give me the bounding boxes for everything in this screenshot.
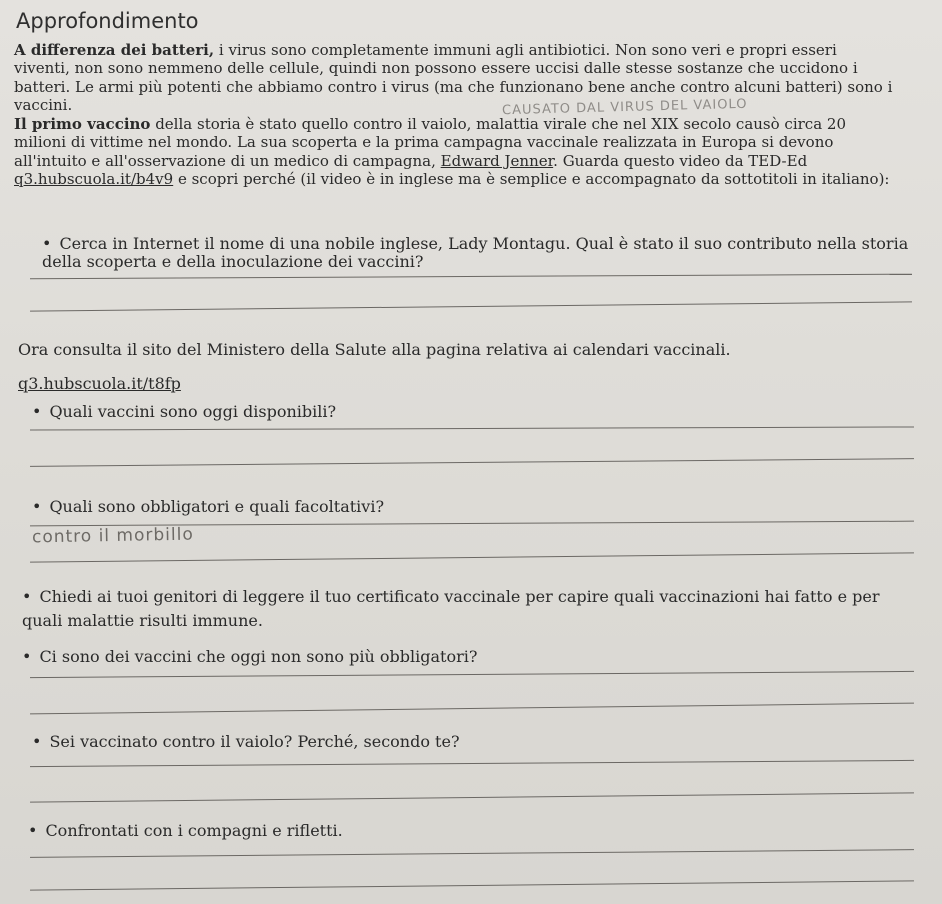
intro-paragraph bbox=[14, 41, 894, 115]
ministry-link[interactable]: q3.hubscuola.it/t8fp bbox=[18, 374, 181, 393]
answer-line[interactable] bbox=[30, 760, 914, 767]
question-available-vaccines bbox=[32, 402, 336, 421]
bullet-icon: • bbox=[28, 821, 38, 840]
ministry-instruction: Ora consulta il sito del Ministero della Salute alla pagina relativa ai calendari vaccinali. bbox=[18, 340, 731, 359]
vaccine-text-2: . Guarda questo video da TED-Ed bbox=[553, 151, 808, 170]
vaccine-text-3: e scopri perché (il video è in inglese ma è semplice e accompagnato da sottotitoli in italiano): bbox=[173, 170, 890, 189]
question-smallpox-vaccinated bbox=[32, 732, 460, 751]
answer-line[interactable] bbox=[30, 703, 914, 715]
ted-video-link[interactable]: q3.hubscuola.it/b4v9 bbox=[14, 170, 174, 189]
bullet-icon: • bbox=[42, 234, 52, 253]
question-montagu bbox=[42, 234, 908, 253]
question-mandatory-text: Quali sono obbligatori e quali facoltativi? bbox=[49, 497, 385, 516]
answer-line[interactable] bbox=[30, 521, 914, 527]
answer-line[interactable] bbox=[30, 458, 914, 467]
bullet-icon: • bbox=[32, 732, 42, 751]
answer-line[interactable] bbox=[30, 849, 914, 858]
question-compare bbox=[28, 821, 343, 840]
handwritten-note-measles: contro il morbillo bbox=[31, 524, 194, 548]
intro-lead: A differenza dei batteri, bbox=[14, 41, 215, 59]
question-montagu-line1: Cerca in Internet il nome di una nobile inglese, Lady Montagu. Qual è stato il suo contributo nella storia bbox=[59, 234, 909, 253]
vaccine-text-1: della storia è stato quello contro il vaiolo, malattia virale che nel XIX secolo causò circa 20 milioni di vittime nel mondo. La sua scoperta e la prima campagna vaccinale realizzata in Europa si devono all'intuito e all'osservazione di un medico di campagna, bbox=[14, 115, 846, 170]
answer-line[interactable] bbox=[30, 301, 912, 311]
question-no-longer-mandatory bbox=[22, 647, 477, 666]
answer-line[interactable] bbox=[30, 880, 914, 890]
answer-line[interactable] bbox=[30, 426, 914, 430]
bullet-icon: • bbox=[32, 402, 42, 421]
question-available-text: Quali vaccini sono oggi disponibili? bbox=[49, 402, 337, 421]
bullet-icon: • bbox=[32, 497, 42, 516]
answer-line[interactable] bbox=[30, 274, 912, 280]
vaccine-paragraph bbox=[14, 115, 894, 189]
question-certificate bbox=[22, 585, 922, 633]
question-no-longer-text: Ci sono dei vaccini che oggi non sono più obbligatori? bbox=[39, 647, 478, 666]
question-mandatory-vaccines bbox=[32, 497, 384, 516]
answer-line[interactable] bbox=[30, 671, 914, 678]
intro-text: i virus sono completamente immuni agli antibiotici. Non sono veri e propri esseri viventi, non sono nemmeno delle cellule, quindi non possono essere uccisi dalle stesse sostanze che uccidono i batteri. Le armi più potenti che abbiamo contro i virus (ma che funzionano bene anche contro alcuni batteri) sono i vaccini. bbox=[14, 41, 893, 115]
jenner-name: Edward Jenner bbox=[440, 151, 554, 170]
question-smallpox-text: Sei vaccinato contro il vaiolo? Perché, secondo te? bbox=[49, 732, 460, 751]
bullet-icon: • bbox=[22, 587, 32, 606]
handwritten-note-smallpox: CAUSATO DAL VIRUS DEL VAIOLO bbox=[501, 96, 748, 119]
vaccine-lead: Il primo vaccino bbox=[14, 115, 151, 133]
bullet-icon: • bbox=[22, 647, 32, 666]
answer-line[interactable] bbox=[30, 552, 914, 562]
answer-line[interactable] bbox=[30, 792, 914, 802]
question-montagu-cont bbox=[42, 252, 423, 271]
question-certificate-text: Chiedi ai tuoi genitori di leggere il tuo certificato vaccinale per capire quali vaccinazioni hai fatto e per quali malattie risulti immune. bbox=[22, 587, 880, 630]
question-montagu-line2: della scoperta e della inoculazione dei vaccini? bbox=[42, 252, 424, 271]
question-compare-text: Confrontati con i compagni e rifletti. bbox=[45, 821, 343, 840]
page-title: Approfondimento bbox=[16, 9, 199, 33]
